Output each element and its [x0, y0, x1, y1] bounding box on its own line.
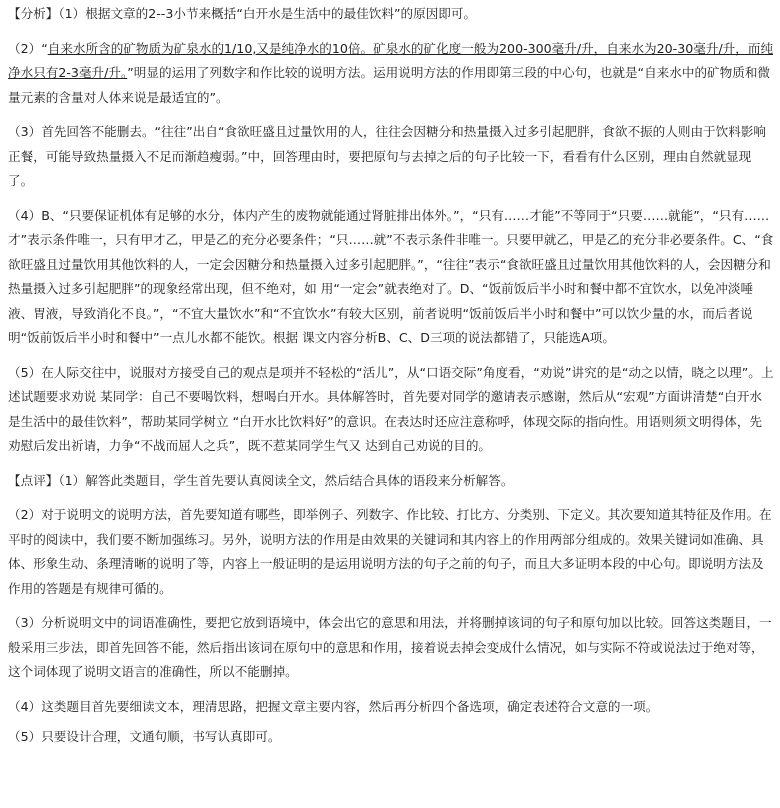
para-text: （2）“: [8, 40, 48, 56]
comment-item-3: [8, 611, 774, 685]
para-text: （5）只要设计合理，文通句顺，书写认真即可。: [8, 729, 281, 744]
comment-item-4: [8, 695, 774, 720]
comment-item-1: [8, 469, 774, 494]
para-text: （4）这类题目首先要细读文本，理清思路，把握文章主要内容，然后再分析四个备选项，确定表述符合文意的一项。: [8, 698, 659, 714]
para-text: 【点评】（1）解答此类题目，学生首先要认真阅读全文，然后结合具体的语段来分析解答。: [8, 472, 514, 488]
comment-item-2: [8, 503, 774, 601]
para-text: （4）B、“只要保证机体有足够的水分，体内产生的废物就能通过肾脏排出体外。”，“只有……才能”不等同于“只要……就能”，“只有……才”表示条件唯一，只有甲才乙，甲是乙的充分必要条件；“只……就”不表示条件非唯一。只要甲就乙，甲是乙的充分非必要条件。C、“食欲旺盛且过量饮用其他饮料的人，一定会因糖分和热量摄入过多引起肥胖。”，“往往”表示“食欲旺盛且过量饮用其他饮料的人，会因糖分和热量摄入过多引起肥胖”的现象经常出现，但不绝对，如 用“一定会”就表绝对了。D、“饭前饭后半小时和餐中都不宜饮水，以免冲淡唾液、胃液，导致消化不良。”，“不宜大量饮水”和“不宜饮水”有较大区别，前者说明“饭前饭后半小时和餐中”可以饮少量的水，而后者说明“饭前饭后半小时和餐中”一点儿水都不能饮。根据 课文内容分析B、C、D三项的说法都错了，只能选A项。: [8, 207, 774, 345]
para-text: 【分析】（1）根据文章的2--3小节来概括“白开水是生活中的最佳饮料”的原因即可。: [8, 6, 477, 21]
comment-item-5: [8, 725, 774, 750]
analysis-item-4: [8, 204, 774, 351]
para-text: （3）分析说明文中的词语准确性，要把它放到语境中，体会出它的意思和用法，并将删掉该词的句子和原句加以比较。回答这类题目，一般采用三步法，即首先回答不能，然后指出该词在原句中的意思和作用，接着说去掉会变成什么情况，如与实际不符或说法过于绝对等，这个词体现了说明文语言的准确性，所以不能删掉。: [8, 615, 772, 679]
analysis-item-1: [8, 2, 774, 27]
para-text: （5）在人际交往中，说服对方接受自己的观点是项并不轻松的“活儿”，从“口语交际”角度看，“劝说”讲究的是“动之以情，晓之以理”。上述试题要求劝说 某同学：自己不要喝饮料，想喝白开水。具体解答时，首先要对同学的邀请表示感谢，然后从“宏观”方面讲清楚“白开水是生活中的最佳饮料”，帮助某同学树立 “白开水比饮料好”的意识。在表达时还应注意称呼，体现交际的指向性。用语则须文明得体，先劝慰后发出祈请，力争“不战而屈人之兵”，既不惹某同学生气又 达到自己劝说的目的。: [8, 364, 774, 453]
analysis-item-3: [8, 120, 774, 194]
para-text: ”明显的运用了列数字和作比较的说明方法。运用说明方法的作用即第三段的中心句，也就是“自来水中的矿物质和微量元素的含量对人体来说是最适宜的”。: [8, 65, 771, 105]
para-text: （2）对于说明文的说明方法，首先要知道有哪些，即举例子、列数字、作比较、打比方、分类别、下定义。其次要知道其特征及作用。在平时的阅读中，我们要不断加强练习。另外，说明方法的作用是由效果的关键词和其内容上的作用两部分组成的。效果关键词如准确、具体、形象生动、条理清晰的说明了等，内容上一般证明的是运用说明方法的句子之前的句子，而且大多证明本段的中心句。即说明方法及作用的答题是有规律可循的。: [8, 507, 772, 596]
analysis-item-2: [8, 37, 774, 111]
para-text: （3）首先回答不能删去。“往往”出自“食欲旺盛且过量饮用的人，往往会因糖分和热量摄入过多引起肥胖，食欲不振的人则由于饮料影响正餐，可能导致热量摄入不足而渐趋瘦弱。”中，回答理由时，要把原句与去掉之后的句子比较一下，看看有什么区别，理由自然就显现了。: [8, 124, 767, 188]
underlined-quote: 自来水所含的矿物质为矿泉水的1/10,又是纯净水的10倍。矿泉水的矿化度一般为200-300毫升/升，自来水为20-30毫升/升，而纯净水只有2-3毫升/升。: [8, 40, 774, 80]
analysis-item-5: [8, 361, 774, 459]
